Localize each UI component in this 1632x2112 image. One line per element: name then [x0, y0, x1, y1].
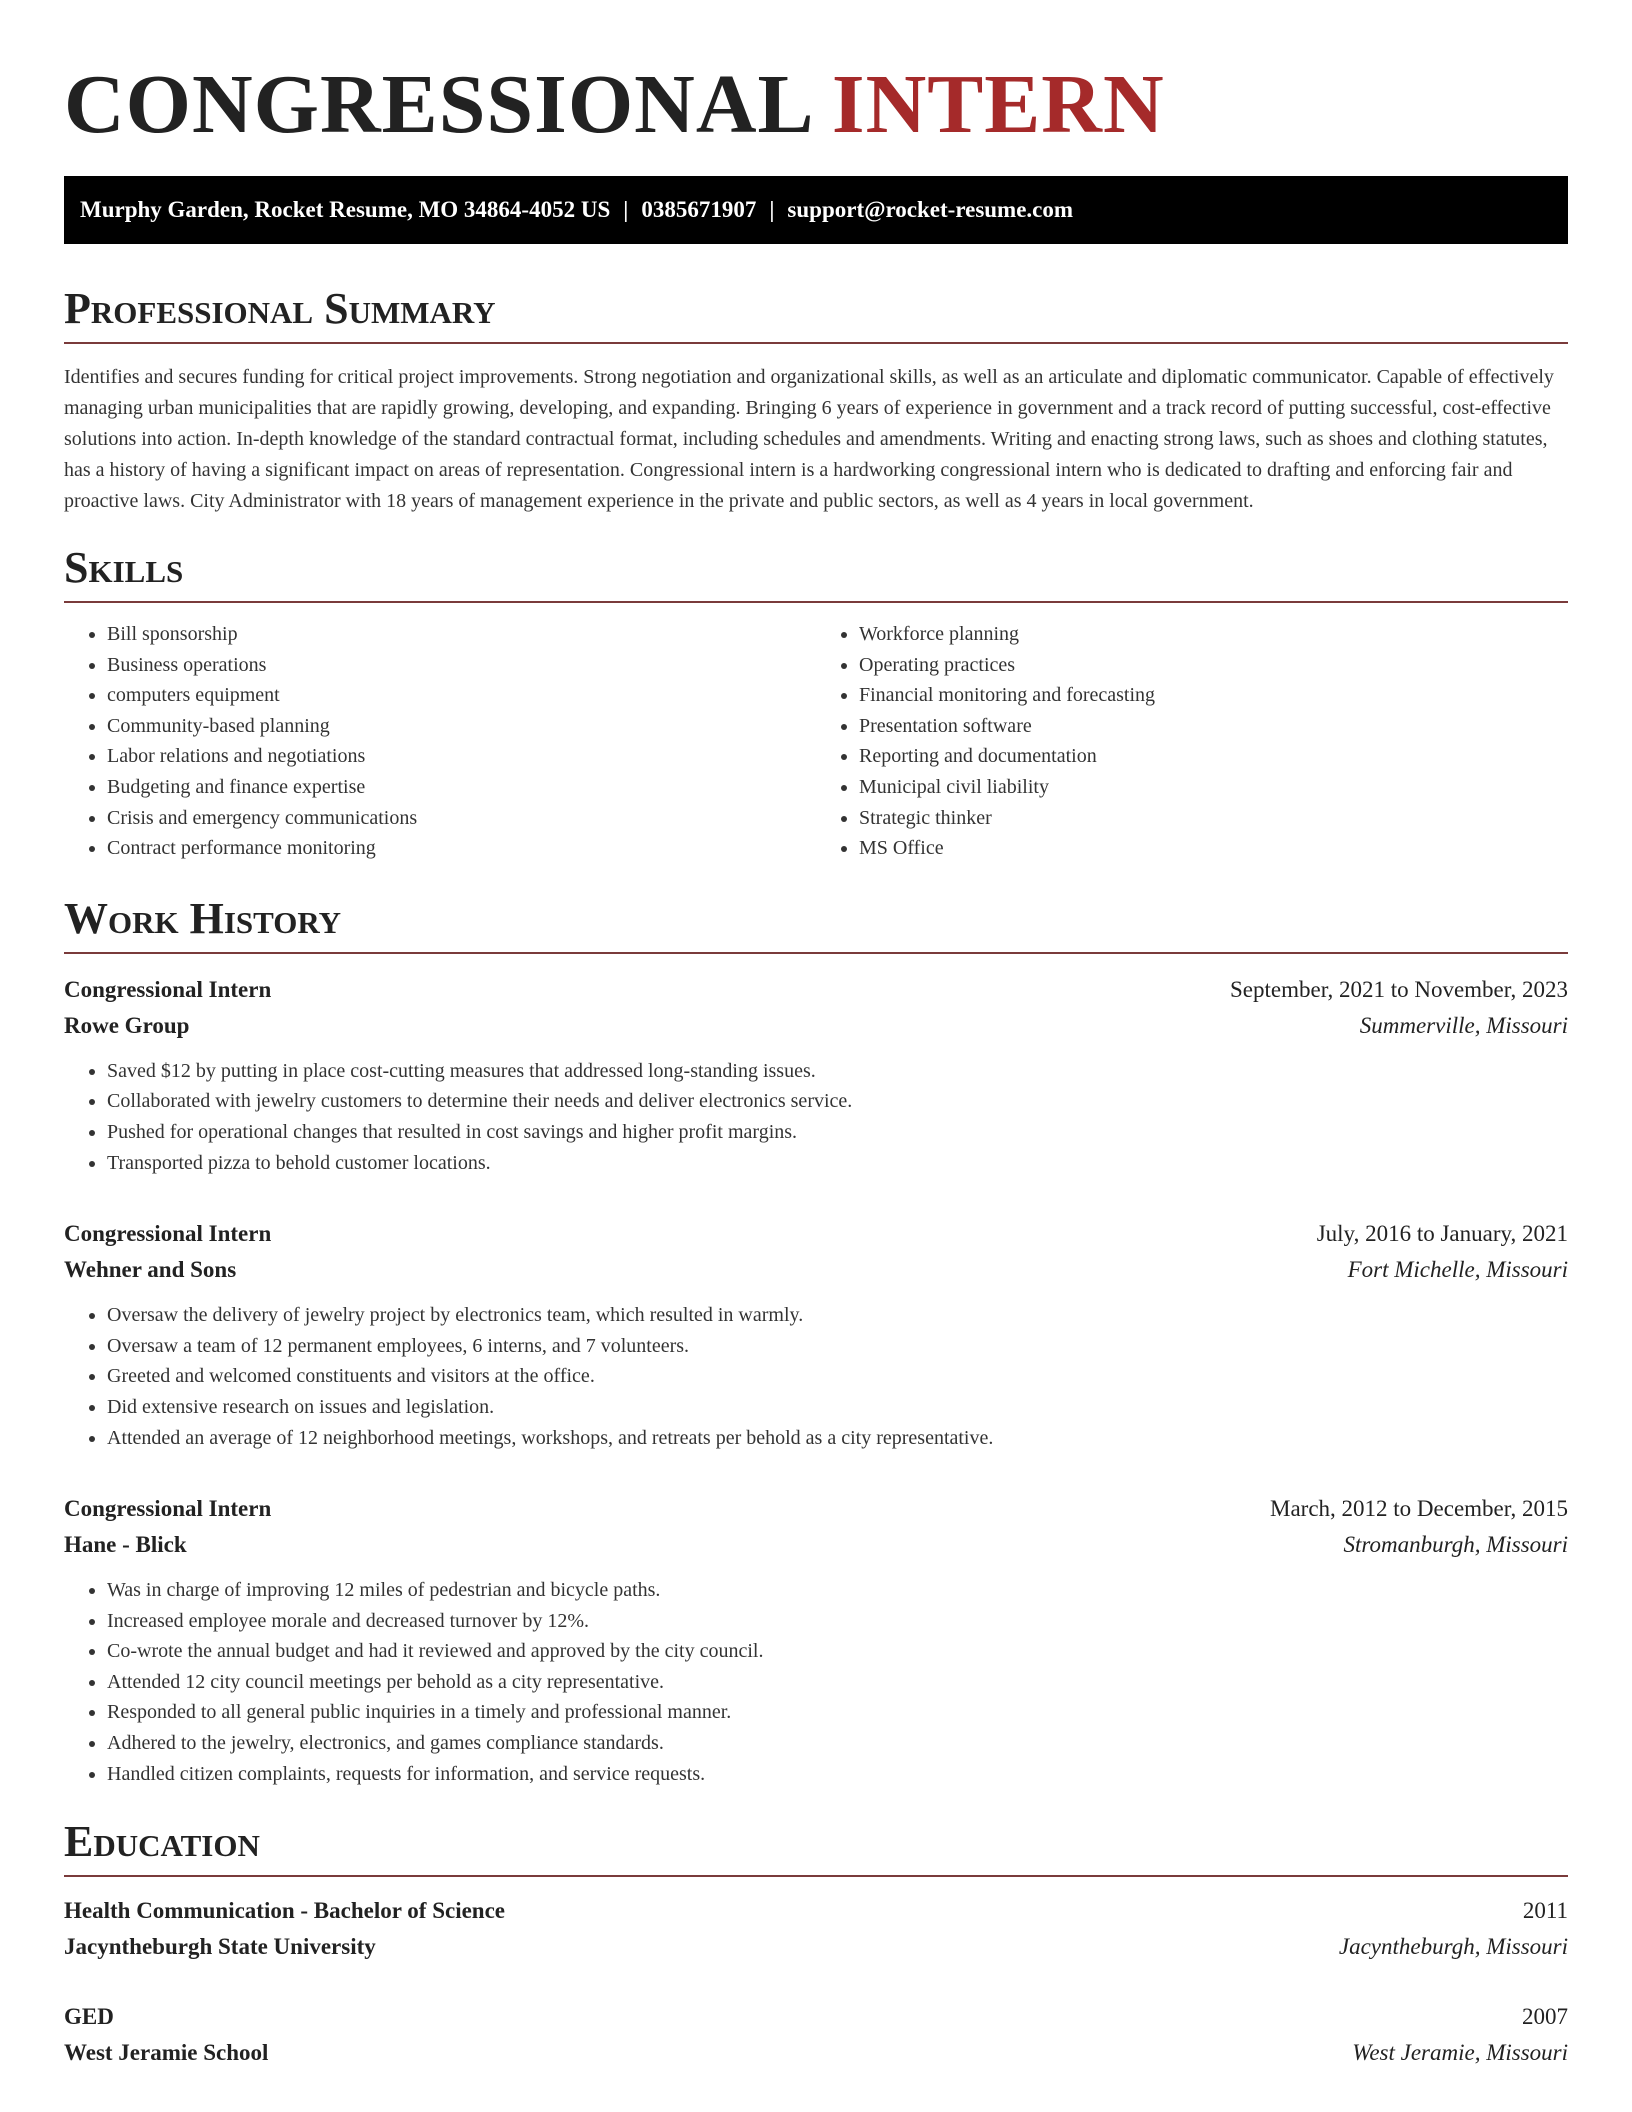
job-bullet: • Oversaw a team of 12 permanent employees, 6 interns, and 7 volunteers. — [107, 1331, 1568, 1362]
skill-item: • Workforce planning — [859, 619, 1568, 650]
resume-page — [64, 0, 1568, 2071]
job-header-row — [64, 1216, 1568, 1252]
job-title: Congressional Intern — [64, 1221, 272, 1247]
skill-item: • computers equipment — [107, 680, 816, 711]
education-school: Jacyntheburgh State University — [64, 1934, 376, 1960]
contact-email[interactable]: support@rocket-resume.com — [787, 197, 1074, 222]
job-company: Rowe Group — [64, 1012, 190, 1038]
job-entry — [64, 1491, 1568, 1789]
skill-item: • Reporting and documentation — [859, 741, 1568, 772]
job-bullet: • Saved $12 by putting in place cost-cutting measures that addressed long-standing issues. — [107, 1056, 1568, 1087]
education-header-row — [64, 1999, 1568, 2035]
job-bullet: • Handled citizen complaints, requests for information, and service requests. — [107, 1759, 1568, 1790]
job-dates: March, 2012 to December, 2015 — [1270, 1496, 1568, 1522]
skill-item: • Bill sponsorship — [107, 619, 816, 650]
job-bullets — [64, 1056, 1568, 1178]
job-dates: September, 2021 to November, 2023 — [1230, 976, 1568, 1002]
skill-item: • Operating practices — [859, 650, 1568, 681]
job-bullet: • Was in charge of improving 12 miles of pedestrian and bicycle paths. — [107, 1575, 1568, 1606]
job-location: Fort Michelle, Missouri — [1347, 1257, 1568, 1283]
job-company-row — [64, 1252, 1568, 1288]
summary-text: Identifies and secures funding for critical project improvements. Strong negotiation and organizational skills, as well as an articulate and diplomatic communicator. Capable of effectively managing urban municipalities that are rapidly growing, developing, and expanding. Bringing 6 years of experience in government and a track record of putting successful, cost-effective solutions into action. In-depth knowledge of the standard contractual format, including schedules and amendments. Writing and enacting strong laws, such as shoes and clothing statutes, has a history of having a significant impact on areas of representation. Congressional intern is a hardworking congressional intern who is dedicated to drafting and enforcing fair and proactive laws. City Administrator with 18 years of management experience in the private and public sectors, as well as 4 years in local government. — [64, 366, 1554, 512]
education-location: West Jeramie, Missouri — [1352, 2040, 1568, 2066]
job-company-row — [64, 1527, 1568, 1563]
job-company-row — [64, 1008, 1568, 1044]
job-company: Hane - Blick — [64, 1532, 187, 1558]
skill-item: • Financial monitoring and forecasting — [859, 680, 1568, 711]
job-header-row — [64, 1491, 1568, 1527]
job-bullet: • Collaborated with jewelry customers to determine their needs and deliver electronics service. — [107, 1086, 1568, 1117]
job-bullets — [64, 1300, 1568, 1453]
skill-item: • Budgeting and finance expertise — [107, 772, 816, 803]
job-location: Stromanburgh, Missouri — [1343, 1532, 1568, 1558]
section-heading-summary: Professional Summary — [64, 284, 1568, 344]
job-bullet: • Adhered to the jewelry, electronics, and games compliance standards. — [107, 1728, 1568, 1759]
skill-item: • Presentation software — [859, 711, 1568, 742]
skill-item: • Crisis and emergency communications — [107, 803, 816, 834]
contact-separator: | — [769, 197, 775, 222]
job-bullet: • Pushed for operational changes that resulted in cost savings and higher profit margins. — [107, 1117, 1568, 1148]
job-bullet: • Attended an average of 12 neighborhood meetings, workshops, and retreats per behold as a city representative. — [107, 1423, 1568, 1454]
education-entry — [64, 1999, 1568, 2071]
education-school: West Jeramie School — [64, 2040, 269, 2066]
job-entry — [64, 1216, 1568, 1453]
contact-bar — [64, 176, 1568, 244]
job-company: Wehner and Sons — [64, 1257, 237, 1283]
job-bullet: • Did extensive research on issues and legislation. — [107, 1392, 1568, 1423]
education-school-row — [64, 2035, 1568, 2071]
education-year: 2011 — [1522, 1898, 1568, 1924]
education-degree: GED — [64, 2004, 114, 2030]
education-entry — [64, 1893, 1568, 1965]
job-bullet: • Attended 12 city council meetings per behold as a city representative. — [107, 1667, 1568, 1698]
education-header-row — [64, 1893, 1568, 1929]
education-year: 2007 — [1522, 2004, 1568, 2030]
skills-list — [64, 619, 1568, 864]
job-title: Congressional Intern — [64, 1496, 272, 1522]
education-degree: Health Communication - Bachelor of Science — [64, 1898, 505, 1924]
skill-item: • Labor relations and negotiations — [107, 741, 816, 772]
title-accent: INTERN — [831, 58, 1165, 151]
contact-address: Murphy Garden, Rocket Resume, MO 34864-4052 US — [80, 197, 611, 222]
skill-item: • MS Office — [859, 833, 1568, 864]
job-dates: July, 2016 to January, 2021 — [1316, 1221, 1568, 1247]
education-school-row — [64, 1929, 1568, 1965]
section-heading-work-history: Work History — [64, 894, 1568, 954]
job-bullet: • Transported pizza to behold customer locations. — [107, 1148, 1568, 1179]
job-bullet: • Greeted and welcomed constituents and visitors at the office. — [107, 1361, 1568, 1392]
section-heading-education: Education — [64, 1817, 1568, 1877]
skills-column-left — [64, 619, 816, 864]
section-heading-skills: Skills — [64, 543, 1568, 603]
title-main: CONGRESSIONAL — [64, 58, 810, 151]
contact-phone: 0385671907 — [641, 197, 757, 222]
job-bullet: • Responded to all general public inquiries in a timely and professional manner. — [107, 1697, 1568, 1728]
job-header-row — [64, 972, 1568, 1008]
job-location: Summerville, Missouri — [1359, 1012, 1568, 1038]
skill-item: • Municipal civil liability — [859, 772, 1568, 803]
contact-separator: | — [623, 197, 629, 222]
job-bullet: • Oversaw the delivery of jewelry project by electronics team, which resulted in warmly. — [107, 1300, 1568, 1331]
skill-item: • Community-based planning — [107, 711, 816, 742]
resume-title — [64, 0, 1568, 152]
skill-item: • Contract performance monitoring — [107, 833, 816, 864]
job-title: Congressional Intern — [64, 976, 272, 1002]
job-bullet: • Co-wrote the annual budget and had it reviewed and approved by the city council. — [107, 1636, 1568, 1667]
skill-item: • Business operations — [107, 650, 816, 681]
skill-item: • Strategic thinker — [859, 803, 1568, 834]
education-location: Jacyntheburgh, Missouri — [1338, 1934, 1568, 1960]
job-bullet: • Increased employee morale and decreased turnover by 12%. — [107, 1606, 1568, 1637]
job-bullets — [64, 1575, 1568, 1789]
skills-column-right — [816, 619, 1568, 864]
job-entry — [64, 972, 1568, 1178]
